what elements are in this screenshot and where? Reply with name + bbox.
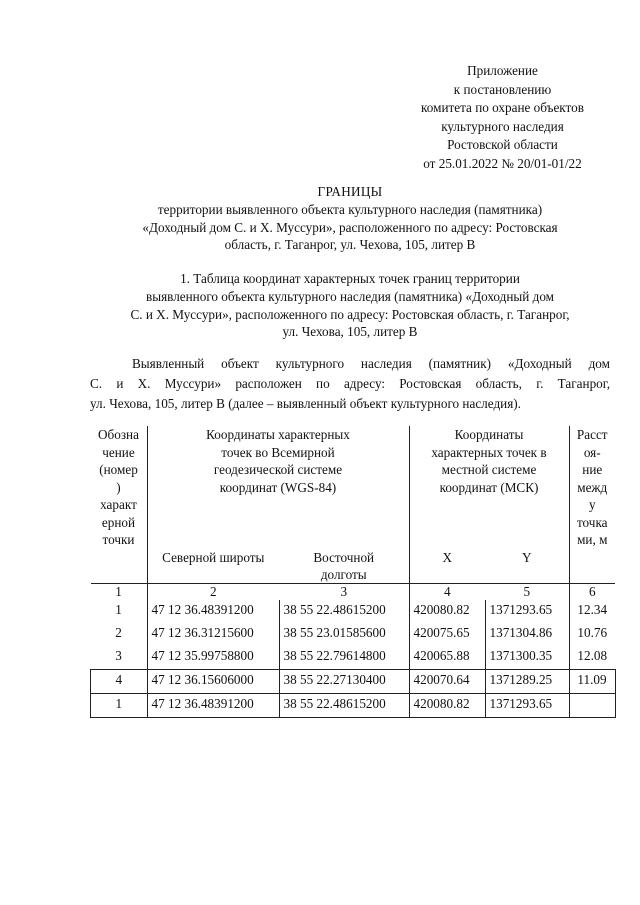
annex-line: к постановлению bbox=[453, 81, 552, 97]
table-subheader-row bbox=[91, 549, 616, 584]
subheader-longitude: Восточной долготы bbox=[279, 549, 409, 584]
table-row: 1 47 12 36.48391200 38 55 22.48615200 420080.82 1371293.65 12.34 bbox=[91, 600, 616, 623]
title-heading: ГРАНИЦЫ bbox=[317, 184, 383, 199]
paragraph-line: С. и Х. Муссури» расположен по адресу: Ростовская область, г. Таганрог, bbox=[90, 375, 610, 391]
annex-block bbox=[400, 62, 605, 174]
title-line: «Доходный дом С. и Х. Муссури», расположенного по адресу: Ростовская bbox=[142, 219, 558, 235]
body-paragraph bbox=[90, 354, 610, 413]
header-distance: Расст оя- ние межд у точка ми, м bbox=[576, 427, 608, 547]
section-line: С. и Х. Муссури», расположенного по адресу: Ростовская область, г. Таганрог, bbox=[130, 306, 570, 322]
section-line: 1. Таблица координат характерных точек границ территории bbox=[180, 271, 520, 286]
annex-line: от 25.01.2022 № 20/01-01/22 bbox=[423, 155, 582, 171]
annex-line: Приложение bbox=[467, 63, 538, 78]
subheader-x: X bbox=[442, 549, 453, 565]
table-header-row bbox=[91, 426, 616, 549]
section-title bbox=[90, 270, 610, 341]
document-title bbox=[80, 183, 620, 254]
annex-line: культурного наследия bbox=[441, 118, 564, 134]
coordinates-table bbox=[90, 426, 616, 718]
title-line: область, г. Таганрог, ул. Чехова, 105, литер В bbox=[224, 237, 476, 253]
annex-line: Ростовской области bbox=[447, 137, 558, 153]
annex-line: комитета по охране объектов bbox=[421, 100, 584, 116]
table-row: 3 47 12 35.99758800 38 55 22.79614800 420065.88 1371300.35 12.08 bbox=[91, 646, 616, 670]
header-point-id: Обозна чение (номер ) характ ерной точки bbox=[91, 426, 148, 549]
subheader-latitude: Северной широты bbox=[162, 549, 265, 565]
subheader-y: Y bbox=[485, 549, 569, 584]
table-row: 2 47 12 36.31215600 38 55 23.01585600 420075.65 1371304.86 10.76 bbox=[91, 623, 616, 646]
table-row: 4 47 12 36.15606000 38 55 22.27130400 420070.64 1371289.25 11.09 bbox=[91, 669, 616, 693]
paragraph-line: ул. Чехова, 105, литер В (далее – выявленный объект культурного наследия). bbox=[90, 395, 521, 411]
column-numbers-row: 1 2 3 4 5 6 bbox=[91, 583, 616, 600]
table-row: 1 47 12 36.48391200 38 55 22.48615200 420080.82 1371293.65 bbox=[91, 693, 616, 717]
paragraph-line: Выявленный объект культурного наследия (памятник) «Доходный дом bbox=[132, 356, 610, 371]
title-line: территории выявленного объекта культурного наследия (памятника) bbox=[157, 201, 543, 217]
section-line: ул. Чехова, 105, литер В bbox=[282, 324, 418, 340]
header-msk: Координаты характерных точек в местной системе координат (МСК) bbox=[409, 426, 569, 549]
header-wgs84: Координаты характерных точек во Всемирной геодезической системе координат (WGS-84) bbox=[147, 426, 409, 549]
section-line: выявленного объекта культурного наследия (памятника) «Доходный дом bbox=[145, 288, 555, 304]
